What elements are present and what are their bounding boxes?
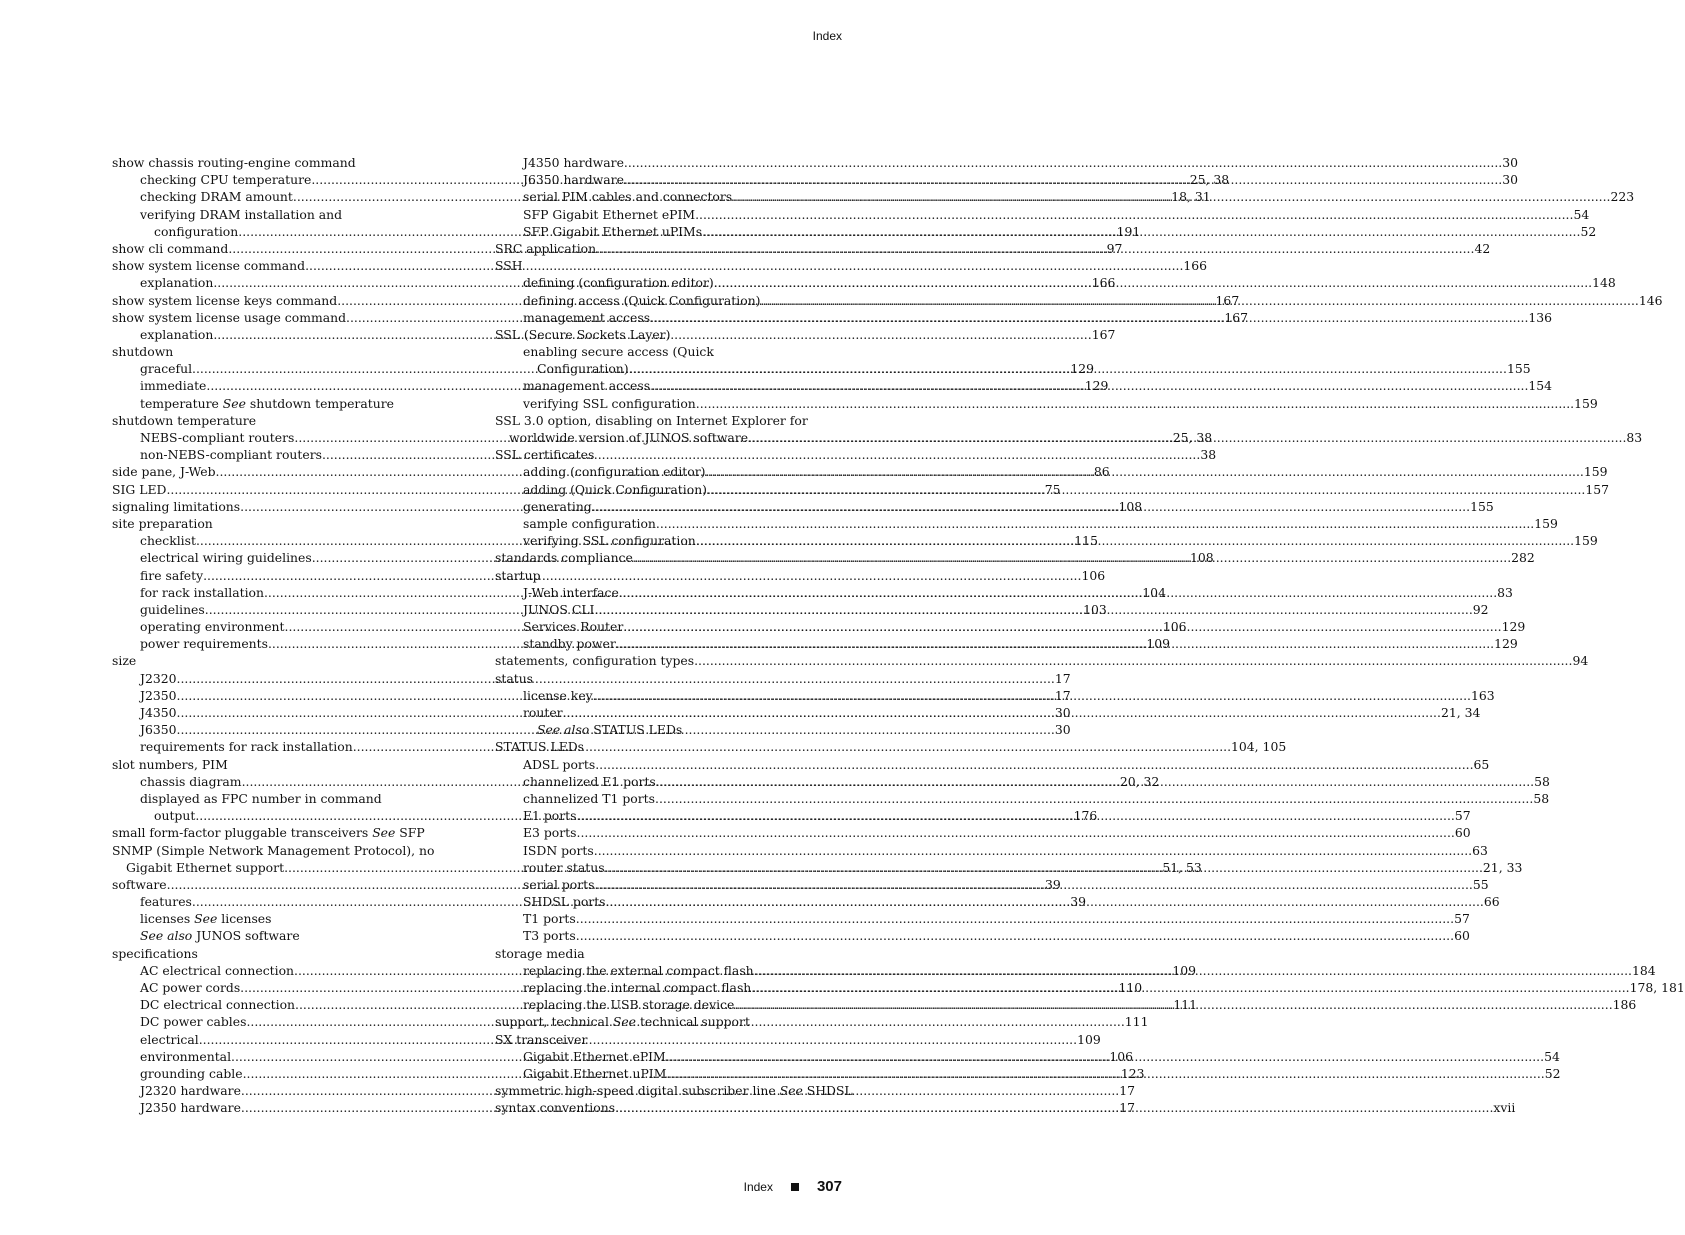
index-term: See also JUNOS software [140,928,300,944]
page-reference: 129 [1070,361,1095,377]
page-reference: 30 [1502,172,1519,188]
index-term: replacing the USB storage device [523,997,735,1013]
index-entry [495,515,1558,533]
index-entry [495,756,1490,774]
index-term: SNMP (Simple Network Management Protocol), no [112,842,435,858]
index-entry [112,344,459,361]
page-reference: 159 [1534,515,1558,531]
page-reference: 94 [1572,653,1589,669]
index-term: site preparation [112,515,213,531]
dot-leader [633,550,1511,565]
index-term: J4350 hardware [523,155,624,170]
index-term: E1 ports [523,808,577,824]
index-entry [112,757,459,774]
index-entry [495,206,1590,224]
index-entry [112,155,459,172]
page-reference: 83 [1626,430,1643,445]
index-term: AC power cords [140,980,241,995]
index-term: serial ports [523,876,595,892]
page-reference: 111 [1173,997,1198,1013]
index-term: license key [523,687,593,703]
footer-square-icon [791,1183,799,1191]
index-entry [495,842,1488,860]
page-reference: 38 [1200,447,1217,463]
dot-leader [577,825,1455,840]
page-reference: 111 [1124,1014,1149,1030]
index-entry [495,928,1470,945]
index-term: SRC application [495,240,597,256]
index-entry [495,327,842,344]
see-reference: See [612,1014,637,1030]
index-term: J2350 [140,687,177,703]
index-term: SHDSL ports [523,894,606,910]
index-term: slot numbers, PIM [112,756,228,772]
index-entry [112,653,459,670]
index-term: Services Router [523,619,624,635]
index-term: guidelines [140,601,205,617]
index-entry [112,911,459,928]
index-term: for rack installation [140,584,264,600]
index-entry [112,928,459,945]
page-number: 307 [816,1178,842,1195]
index-term: ISDN ports [523,842,594,858]
index-entry [112,396,459,413]
page-reference: 109 [1077,1031,1101,1047]
index-entry [495,258,842,275]
page-reference: 30 [1502,155,1519,170]
see-reference: See [222,395,246,411]
index-term: sample configuration [523,515,656,531]
dot-leader [714,275,1592,290]
see-reference: See [194,911,218,927]
index-term: adding (configuration editor) [523,464,706,480]
page-reference: 51, 53 [1162,859,1202,875]
index-entry [495,653,1589,670]
index-term: shutdown [112,344,174,360]
page-reference: 146 [1638,292,1663,308]
page-reference: 155 [1506,361,1531,377]
dot-leader [624,155,1502,170]
page-reference: 123 [1120,1065,1145,1081]
page-reference: 223 [1610,189,1635,205]
index-term: channelized E1 ports [523,773,656,789]
index-term: configuration [154,223,239,239]
page-reference: 115 [1074,533,1098,549]
page-reference: 106 [1162,619,1187,635]
index-term: operating environment [140,619,285,635]
index-term: chassis diagram [140,773,242,789]
see-reference: See also [537,722,590,738]
page-reference: 166 [1183,258,1208,274]
page-reference: 21, 33 [1482,859,1523,875]
dot-leader [563,705,1441,720]
index-term: show system license usage command [112,309,346,325]
page-reference: 57 [1454,808,1471,824]
page-reference: 129 [1501,619,1526,635]
index-term: router [523,705,563,720]
index-term: STATUS LEDs [495,739,585,755]
index-term: AC electrical connection [140,962,295,978]
dot-leader [666,1049,1544,1064]
dot-leader [592,499,1470,514]
index-term: standards compliance [495,550,633,566]
index-term: Gigabit Ethernet ePIM [523,1048,666,1064]
index-term: J2320 [140,670,177,686]
index-term: SSL (Secure Sockets Layer) [495,326,671,342]
dot-leader [761,293,1639,308]
index-entry [495,946,842,963]
page-reference: 65 [1473,756,1490,772]
page-reference: 106 [1109,1048,1134,1064]
page-reference: 159 [1583,464,1608,480]
index-term: SSL 3.0 option, disabling on Internet Explorer for [495,412,808,428]
index-term: non-NEBS-compliant routers [140,447,322,463]
page-reference: 129 [1084,378,1109,394]
page-reference: 60 [1454,928,1470,944]
index-term: immediate [140,378,207,394]
dot-leader [695,207,1573,222]
dot-leader [707,482,1585,497]
page-reference: 178, 181 [1629,980,1685,995]
dot-leader [594,602,1472,617]
index-term: J2320 hardware [140,1083,241,1099]
index-entry [495,739,842,756]
index-term: adding (Quick Configuration) [523,481,708,497]
index-entry [495,395,1598,413]
page-reference: 104, 105 [1231,739,1287,755]
index-term: status [495,670,534,686]
dot-leader [656,774,1534,789]
footer-label: Index [743,1179,773,1194]
index-term: size [112,653,137,669]
dot-leader [595,757,1473,772]
page-reference: 30 [1054,722,1071,738]
dot-leader [694,653,1572,668]
dot-leader [576,911,1454,926]
page-reference: 30 [1054,705,1071,720]
index-entry [112,413,459,430]
index-entry [495,568,842,585]
index-term: channelized T1 ports [523,790,655,806]
index-entry [495,911,1470,928]
index-term: side pane, J-Web [112,464,216,480]
index-term: E3 ports [523,825,577,841]
index-entry [495,825,1471,842]
index-term: J2350 hardware [140,1100,241,1116]
page-reference: 186 [1612,997,1637,1013]
page-reference: 83 [1497,584,1513,600]
index-entry [495,155,1519,172]
page-reference: 176 [1073,808,1098,824]
dot-leader [650,310,1528,325]
page-reference: 157 [1585,481,1609,497]
index-term: DC power cables [140,1014,247,1030]
dot-leader [748,430,1626,445]
index-entry [495,344,842,361]
index-term: specifications [112,945,198,961]
index-term: SFP Gigabit Ethernet ePIM [523,206,696,222]
page-reference: 282 [1511,550,1535,566]
page-reference: 17 [1119,1083,1136,1099]
page-reference: 103 [1083,601,1107,617]
see-reference: See [779,1083,803,1099]
index-term: Gigabit Ethernet support [126,859,285,875]
dot-leader [623,619,1501,634]
page-reference: 159 [1574,395,1598,411]
dot-leader [615,1100,1493,1115]
page-reference: 86 [1093,464,1110,480]
page-reference: 184 [1632,962,1656,978]
index-term: statements, configuration types [495,653,695,669]
dot-leader [650,378,1528,393]
page-reference: 25, 38 [1172,430,1213,445]
page-reference: 57 [1454,911,1470,927]
index-term: J4350 [140,705,177,720]
index-term: replacing the external compact flash [523,962,754,978]
index-term: verifying SSL configuration [523,395,696,411]
index-term: SSH [495,258,523,274]
dot-leader [616,636,1494,651]
index-entry [112,825,459,842]
index-term: T1 ports [523,911,576,927]
index-term: J6350 [140,722,177,738]
page-reference: 148 [1592,275,1616,291]
index-term: T3 ports [523,928,576,944]
dot-leader [619,585,1497,600]
dot-leader [696,533,1574,548]
page-reference: 60 [1454,825,1471,841]
index-term: verifying SSL configuration [523,533,696,549]
page-reference: 155 [1470,498,1494,514]
page-reference: 167 [1224,309,1248,325]
dot-leader [696,396,1574,411]
dot-leader [754,963,1632,978]
index-term: licenses See licenses [140,911,272,927]
index-entry [495,671,842,688]
index-term: SFP Gigabit Ethernet uPIMs [523,223,703,239]
page-reference: 108 [1118,498,1143,514]
see-reference: See also [140,928,193,944]
page-reference: 58 [1534,773,1550,789]
page-reference: 159 [1574,533,1598,549]
index-term: displayed as FPC number in command [140,790,382,806]
page-reference: 20, 32 [1119,773,1160,789]
index-term: JUNOS CLI [523,601,595,617]
page-reference: 163 [1470,687,1495,703]
index-term: electrical wiring guidelines [140,550,312,566]
index-term: shutdown temperature [112,412,257,428]
index-term: ADSL ports [523,756,596,772]
index-term: show system license keys command [112,292,338,308]
dot-leader [595,877,1473,892]
index-term: standby power [523,636,616,652]
page-reference: xvii [1493,1100,1516,1116]
index-term: verifying DRAM installation and [140,206,343,222]
index-term: checklist [140,533,196,549]
index-entry [112,946,459,963]
index-term: management access [523,378,651,394]
page-reference: 52 [1544,1065,1561,1081]
page-reference: 39 [1044,876,1061,892]
index-term: grounding cable [140,1065,243,1081]
page-reference: 54 [1544,1048,1560,1064]
index-term: checking CPU temperature [140,172,312,188]
page-reference: 55 [1472,876,1489,892]
index-term: J6350 hardware [523,172,624,188]
page-reference: 104 [1142,584,1166,600]
page-reference: 75 [1044,481,1061,497]
dot-leader [656,516,1534,531]
running-header: Index [812,29,842,43]
index-term: storage media [495,945,585,961]
index-term: serial PIM cables and connectors [523,189,733,205]
dot-leader [734,997,1612,1012]
dot-leader [732,189,1610,204]
index-entry [495,722,842,739]
index-term: show system license command [112,258,306,274]
index-entry [495,1032,842,1049]
dot-leader [751,980,1629,995]
index-term: replacing the internal compact flash [523,980,752,995]
index-term: support, technical See technical support [495,1014,750,1030]
index-term: fire safety [140,567,204,583]
index-term: generating [523,498,592,514]
page-reference: 106 [1081,567,1106,583]
index-term: output [154,808,196,824]
index-entry [495,1083,853,1100]
dot-leader [655,791,1533,806]
index-term: defining (configuration editor) [523,275,714,291]
dot-leader [596,241,1474,256]
index-term: electrical [140,1031,199,1047]
page-reference: 25, 38 [1189,172,1230,188]
page-reference: 66 [1483,894,1500,910]
index-term: requirements for rack installation [140,739,353,755]
index-entry [495,413,842,430]
index-term: See also STATUS LEDs [537,722,683,738]
index-entry [495,790,1550,808]
index-term: J-Web interface [523,584,619,600]
page-reference: 109 [1172,962,1197,978]
dot-leader [605,860,1483,875]
dot-leader [702,224,1580,239]
page-reference: 191 [1116,223,1141,239]
index-term: router status [523,859,605,875]
index-term: signaling limitations [112,498,241,514]
page-reference: 21, 34 [1440,705,1481,720]
page-reference: 108 [1190,550,1214,566]
page-reference: 17 [1054,687,1071,703]
index-term: Configuration) [537,361,629,377]
dot-leader [576,928,1454,943]
index-term: software [112,876,167,892]
index-term: small form-factor pluggable transceivers See SFP [112,825,425,841]
dot-leader [593,688,1471,703]
index-term: power requirements [140,636,268,652]
index-term: explanation [140,275,214,291]
dot-leader [629,361,1507,376]
index-entry [495,447,842,464]
page-reference: 109 [1146,636,1170,652]
index-entry [112,843,459,860]
dot-leader [706,464,1584,479]
index-term: defining access (Quick Configuration) [523,292,761,308]
page-reference: 52 [1580,223,1597,239]
page-reference: 167 [1091,326,1116,342]
index-entry [112,207,459,224]
page-reference: 154 [1528,378,1553,394]
page-reference: 166 [1091,275,1116,291]
dot-leader [594,843,1472,858]
index-term: DC electrical connection [140,997,296,1013]
page-reference: 58 [1533,790,1550,806]
index-term: environmental [140,1048,232,1064]
index-term: worldwide version of JUNOS software [509,430,749,445]
index-entry [112,791,459,808]
index-term: temperature See shutdown temperature [140,395,394,411]
see-reference: See [372,825,396,841]
index-term: show chassis routing-engine command [112,155,356,170]
dot-leader [666,1066,1544,1081]
index-term: startup [495,567,541,583]
page-reference: 97 [1106,240,1123,256]
index-term: SSL certificates [495,447,595,463]
page-reference: 129 [1494,636,1518,652]
index-term: show cli command [112,240,229,256]
index-term: explanation [140,326,214,342]
index-term: graceful [140,361,193,377]
dot-leader [577,808,1455,823]
page-reference: 54 [1573,206,1590,222]
page-reference: 110 [1118,980,1143,995]
index-entry [112,516,459,533]
page-reference: 92 [1472,601,1489,617]
page-reference: 63 [1472,842,1488,858]
page-reference: 18, 31 [1171,189,1211,205]
index-term: symmetric high-speed digital subscriber line See SHDSL [495,1083,853,1099]
index-term: management access [523,309,651,325]
page-footer [744,1178,842,1195]
dot-leader [606,894,1484,909]
page-reference: 17 [1054,670,1071,686]
page-reference: 136 [1528,309,1553,325]
page-reference: 39 [1070,894,1086,910]
index-term: NEBS-compliant routers [140,430,295,445]
index-entry [495,1014,842,1031]
index-term: syntax conventions [495,1100,616,1116]
index-term: checking DRAM amount [140,189,293,205]
index-term: SIG LED [112,481,167,497]
index-term: SX transceiver [495,1031,588,1047]
index-term: Gigabit Ethernet uPIM [523,1065,667,1081]
page-reference: 42 [1474,240,1491,256]
index-term: features [140,894,192,910]
index-term: enabling secure access (Quick [523,344,714,360]
dot-leader [624,172,1502,187]
page-reference: 167 [1215,292,1240,308]
page-reference: 17 [1119,1100,1136,1116]
